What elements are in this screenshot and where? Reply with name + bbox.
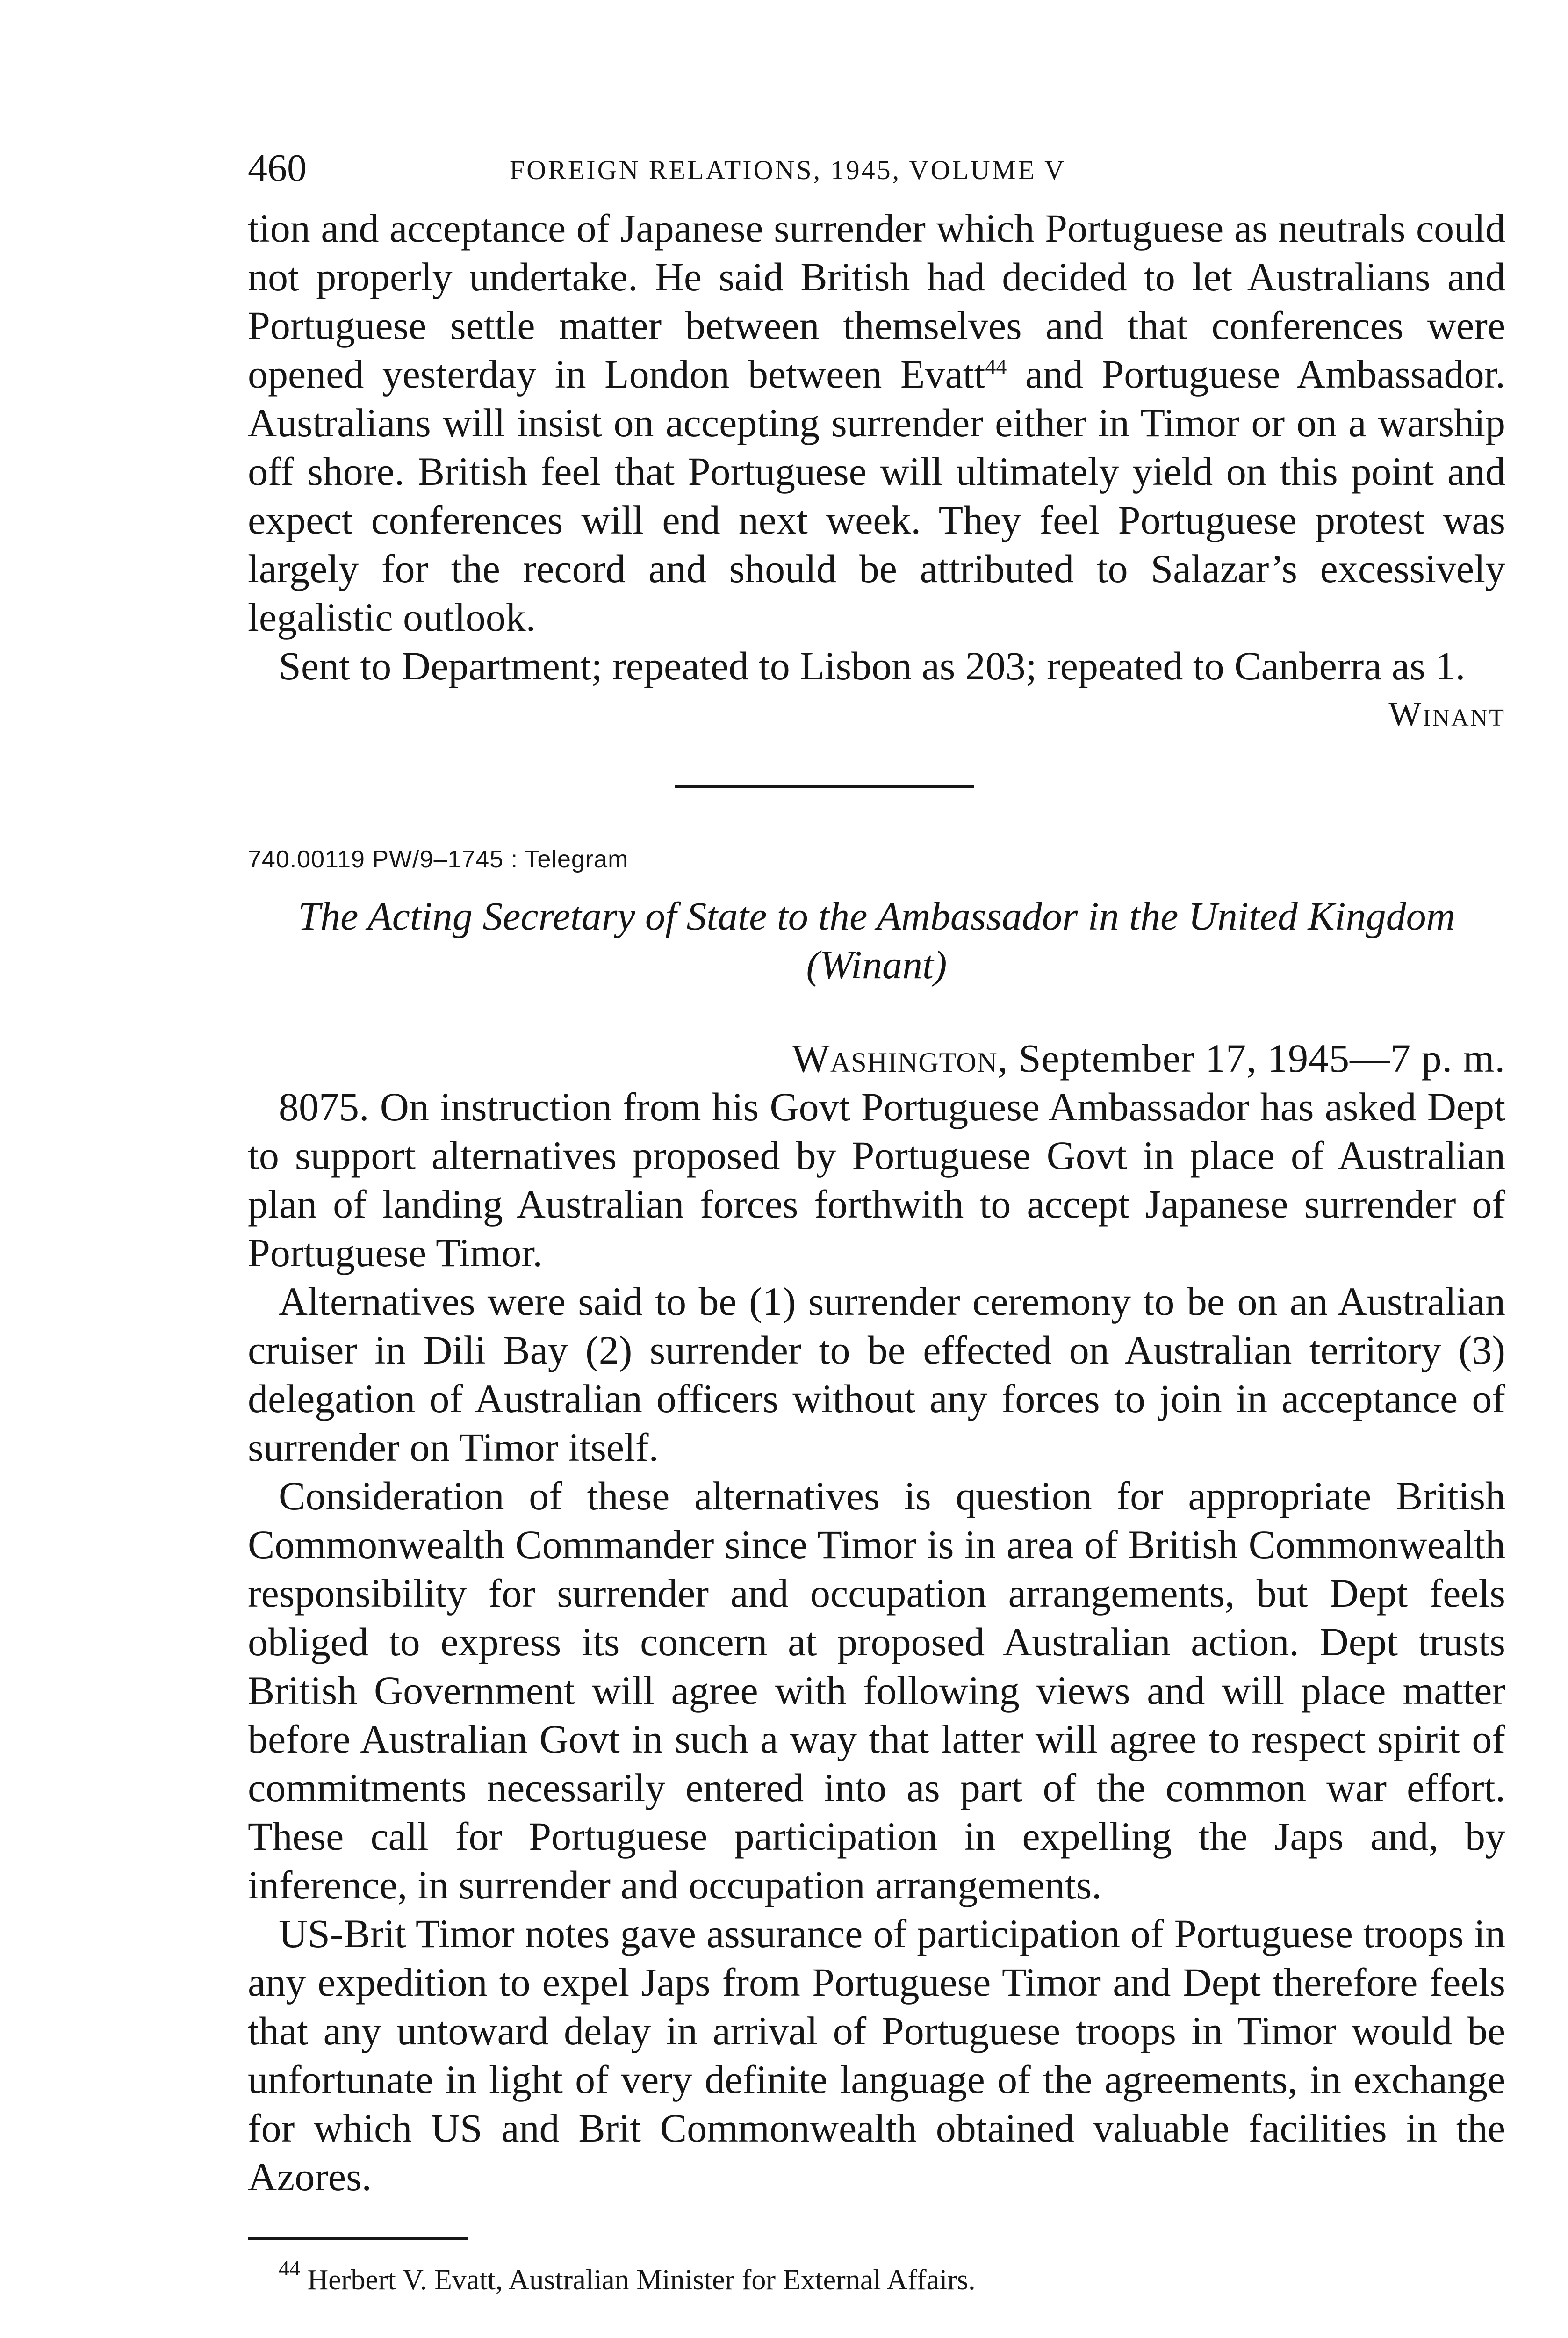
dateline-place: Washington (791, 1036, 998, 1081)
section-divider (675, 785, 974, 788)
running-title: FOREIGN RELATIONS, 1945, VOLUME V (510, 155, 1066, 185)
document-page (248, 145, 1505, 2299)
signature: Winant (1388, 695, 1505, 734)
continued-paragraph (248, 204, 1505, 642)
page-number: 460 (248, 146, 307, 190)
footnote-reference: 44 (985, 354, 1007, 378)
distribution-paragraph: Sent to Department; repeated to Lisbon as 203; repeated to Canberra as 1. (279, 643, 1466, 688)
document-title: The Acting Secretary of State to the Ambassador in the United Kingdom (Winant) (298, 894, 1455, 987)
footnote (248, 2256, 1505, 2299)
paragraph-text: tion and acceptance of Japanese surrender which Portuguese as neutrals could not properly undertake. He said British had decided to let Australians and Portuguese settle matter between themselves and that conferences were opened yesterday in London between Evatt (248, 206, 1505, 397)
footnote-marker: 44 (279, 2256, 300, 2280)
body-paragraph: Alternatives were said to be (1) surrender ceremony to be on an Australian cruiser in Dili Bay (2) surrender to be effected on Australian territory (3) delegation of Australian officers without any forces to join in acceptance of surrender on Timor itself. (248, 1279, 1505, 1470)
body-paragraph: US-Brit Timor notes gave assurance of participation of Portuguese troops in any expedition to expel Japs from Portuguese Timor and Dept therefore feels that any untoward delay in arrival of Portuguese troops in Timor would be unfortunate in light of very definite language of the agreements, in exchange for which US and Brit Commonwealth obtained valuable facilities in the Azores. (248, 1911, 1505, 2199)
dateline-date: , September 17, 1945—7 p. m. (997, 1036, 1505, 1081)
footnote-text: Herbert V. Evatt, Australian Minister for External Affairs. (300, 2264, 976, 2296)
paragraph-text: and Portuguese Ambassador. Australians will insist on accepting surrender either in Timor or on a warship off shore. British feel that Portuguese will ultimately yield on this point and expect conferences will end next week. They feel Portuguese protest was largely for the record and should be attributed to Salazar’s excessively legalistic outlook. (248, 352, 1505, 640)
body-paragraph: Consideration of these alternatives is question for appropriate British Commonwealth Commander since Timor is in area of British Commonwealth responsibility for surrender and occupation arrangements, but Dept feels obliged to express its concern at proposed Australian action. Dept trusts British Government will agree with following views and will place matter before Australian Govt in such a way that latter will agree to respect spirit of commitments necessarily entered into as part of the common war effort. These call for Portuguese participation in expelling the Japs and, by inference, in surrender and occupation arrangements. (248, 1473, 1505, 1907)
footnote-divider (248, 2237, 468, 2240)
file-reference: 740.00119 PW/9–1745 : Telegram (248, 846, 629, 873)
running-header (248, 145, 1505, 201)
body-paragraph: 8075. On instruction from his Govt Portuguese Ambassador has asked Dept to support alternatives proposed by Portuguese Govt in place of Australian plan of landing Australian forces forthwith to accept Japanese surrender of Portuguese Timor. (248, 1084, 1505, 1275)
dateline (248, 1034, 1505, 1082)
